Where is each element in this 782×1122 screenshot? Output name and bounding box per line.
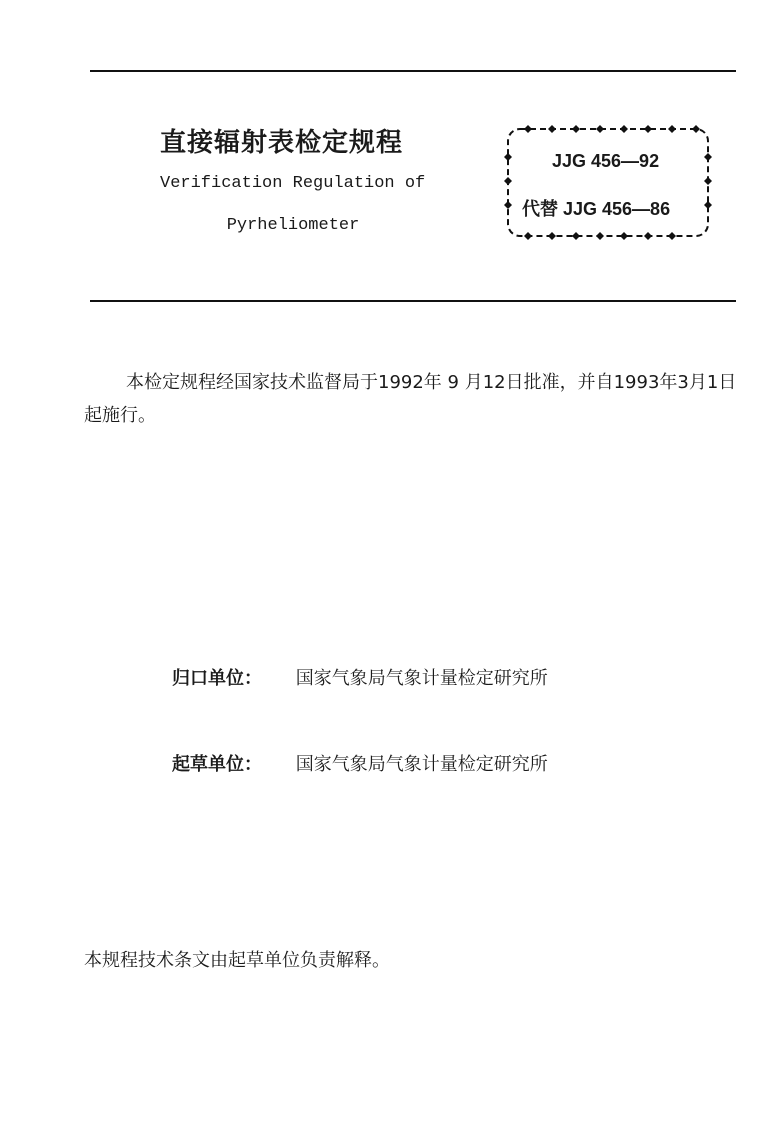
document-title-english-line1: Verification Regulation of bbox=[160, 174, 426, 193]
interpretation-note: 本规程技术条文由起草单位负责解释。 bbox=[84, 950, 390, 971]
document-title-chinese: 直接辐射表检定规程 bbox=[160, 128, 404, 158]
drafting-unit-value: 国家气象局气象计量检定研究所 bbox=[295, 754, 548, 775]
responsible-unit-label: 归口单位： bbox=[172, 668, 262, 689]
bottom-rule bbox=[90, 300, 736, 302]
responsible-unit-value: 国家气象局气象计量检定研究所 bbox=[295, 668, 548, 689]
top-rule bbox=[90, 70, 736, 72]
responsible-unit-row bbox=[172, 664, 548, 690]
drafting-unit-row bbox=[172, 750, 548, 776]
standard-code: JJG 456—92 bbox=[552, 151, 660, 171]
approval-statement: 本检定规程经国家技术监督局于1992年 9 月12日批准，并自1993年3月1日起施行。 bbox=[84, 372, 737, 426]
drafting-unit-label: 起草单位： bbox=[172, 754, 262, 775]
standard-code-box bbox=[504, 125, 712, 240]
replaced-standard-code: 代替 JJG 456—86 bbox=[522, 199, 671, 219]
document-title-english-line2: Pyrheliometer bbox=[226, 216, 360, 235]
decorative-border bbox=[504, 125, 712, 240]
